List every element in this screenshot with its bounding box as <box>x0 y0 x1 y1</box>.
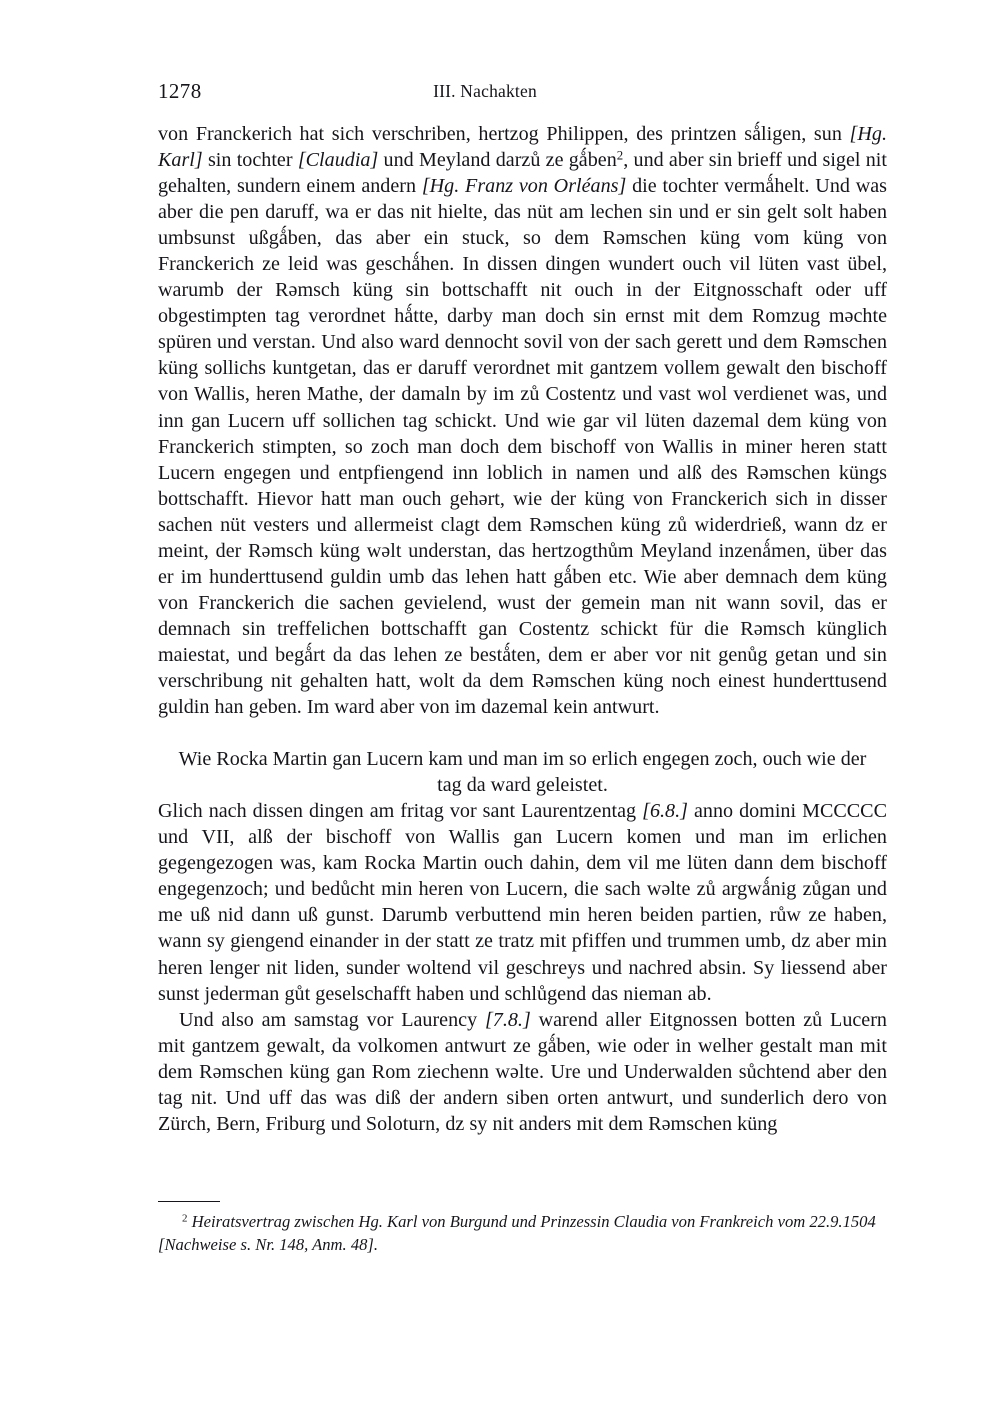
main-text-block <box>158 121 887 1137</box>
text-run: anno domini MCCCCC und VII, alß der bischoff von Wallis gan Lucern komen und man im erlichen gegengezogen was, kam Rocka Martin ouch dahin, dem vil me lüten dann dem bischoff engegenzoch; und bedůcht min heren von Lucern, die sach wǝlte zů argwǻnig zůgan und me uß nid dann uß gunst. Darumb verbuttend min heren beiden partien, růw ze haben, wann sy giengend einander in der statt ze tratz mit pfiffen und trummen umb, dz aber min heren lenger nit liden, sunder woltend vil geschreys und nachred absin. Sy liessend aber sunst jederman gůt geselschafft haben und schlůgend das nieman ab. <box>158 800 888 1005</box>
text-run: sin tochter <box>202 149 298 172</box>
text-run: Und also am samstag vor Laurency <box>179 1008 485 1031</box>
page-number: 1278 <box>158 79 202 103</box>
text-run: warend aller Eitgnossen botten zů Lucern mit gantzem gewalt, da volkomen antwurt ze gǻben, wie oder in welher gestalt man mit dem Rǝmschen küng gan Rom ziechenn wǝlte. Ure und Underwalden sůchtend aber den tag nit. Und uff das was diß der andern siben orten antwurt, und sunderlich dero von Zürch, Bern, Friburg und Soloturn, dz sy nit anders mit dem Rǝmschen küng <box>158 1008 887 1135</box>
footnote-marker: 2 <box>182 1212 188 1225</box>
running-head: III. Nachakten <box>433 81 537 101</box>
editorial-date: [7.8.] <box>484 1008 531 1031</box>
text-run: die tochter vermǻhelt. Und was aber die pen daruff, wa er das nit hielte, das nüt am lechen sin und er sin gelt solt haben umbsunst ußgǻben, das aber ein stuck, so dem Rǝmschen küng vom küng von Franckerich ze leid was geschǻhen. In dissen dingen wundert ouch vil lüten vast übel, warumb der Rǝmsch küng sin bottschafft nit ouch in der Eitgnosschaft oder uff obgestimpten tag verordnet hǻtte, darby man doch sin ernst mit dem Romzug mǝchte spüren und verstan. Und also ward dennocht sovil von der sach gerett und dem Rǝmschen küng sollichs kuntgetan, das er daruff verordnet mit gantzem vollem gewalt den bischoff von Wallis, heren Mathe, der damaln by im zů Costentz und vast wol verdienet was, und inn gan Lucern uff sollichen tag schickt. Und wie gar vil lüten dazemal dem küng von Franckerich stimpten, so zoch man doch dem bischoff von Wallis in miner heren statt Lucern engegen und entpfiengend inn loblich in namen und alß des Rǝmschen küngs bottschafft. Hievor hatt man ouch gehǝrt, wie der küng von Franckerich sich in disser sachen nüt vesters und allermeist clagt dem Rǝmschen küng zů widerdrieß, wann dz er meint, der Rǝmsch küng wǝlt understan, das hertzogthům Meyland inzenǻmen, über das er im hunderttusend guldin umb das lehen hatt gǻben etc. Wie aber demnach dem küng von Franckerich die sachen gevielend, wust der gemein man nit wann sovil, das er demnach sin treffelichen bottschafft gan Costentz schickt für die Rǝmsch künglich maiestat, und begǻrt da das lehen ze bestǻten, dem er aber vor nit genůg getan und sin verschribung nit gehalten hatt, wolt da dem Rǝmschen küng noch einest hunderttusend guldin han geben. Im ward aber von im dazemal kein antwurt. <box>158 175 887 719</box>
footnote-entry <box>158 1210 887 1256</box>
page-header <box>158 78 886 104</box>
footnote-reference[interactable]: 2 <box>616 148 624 163</box>
section-heading-line-2: tag da ward geleistet. <box>437 774 608 797</box>
editorial-date: [6.8.] <box>642 800 688 823</box>
footnote-separator-rule <box>158 1201 220 1202</box>
text-run: Glich nach dissen dingen am fritag vor sant Laurentzentag <box>158 800 643 823</box>
editorial-insertion: [Hg. Karl] <box>158 123 887 172</box>
editorial-insertion: [Hg. Franz von Orléans] <box>421 175 627 198</box>
section-heading <box>158 746 887 798</box>
text-run: von Franckerich hat sich verschriben, hertzog Philippen, des printzen sǻligen, sun <box>158 123 850 145</box>
editorial-insertion: [Claudia] <box>297 149 379 172</box>
text-run: und Meyland darzů ze gǻben <box>378 149 617 172</box>
section-heading-line-1: Wie Rocka Martin gan Lucern kam und man im so erlich engegen zoch, ouch wie der <box>178 748 867 771</box>
paragraph-continuation <box>158 121 887 720</box>
text-run: , und aber sin brieff und sigel nit gehalten, sundern einem andern <box>158 149 887 198</box>
paragraph-glich-nach <box>158 798 887 1006</box>
footnote-text: Heiratsvertrag zwischen Hg. Karl von Burgund und Prinzessin Claudia von Frankreich vom 22.9.1504 [Nachweise s. Nr. 148, Anm. 48]. <box>158 1212 876 1254</box>
paragraph-und-also <box>158 1007 887 1137</box>
footnote-area <box>158 1201 887 1256</box>
